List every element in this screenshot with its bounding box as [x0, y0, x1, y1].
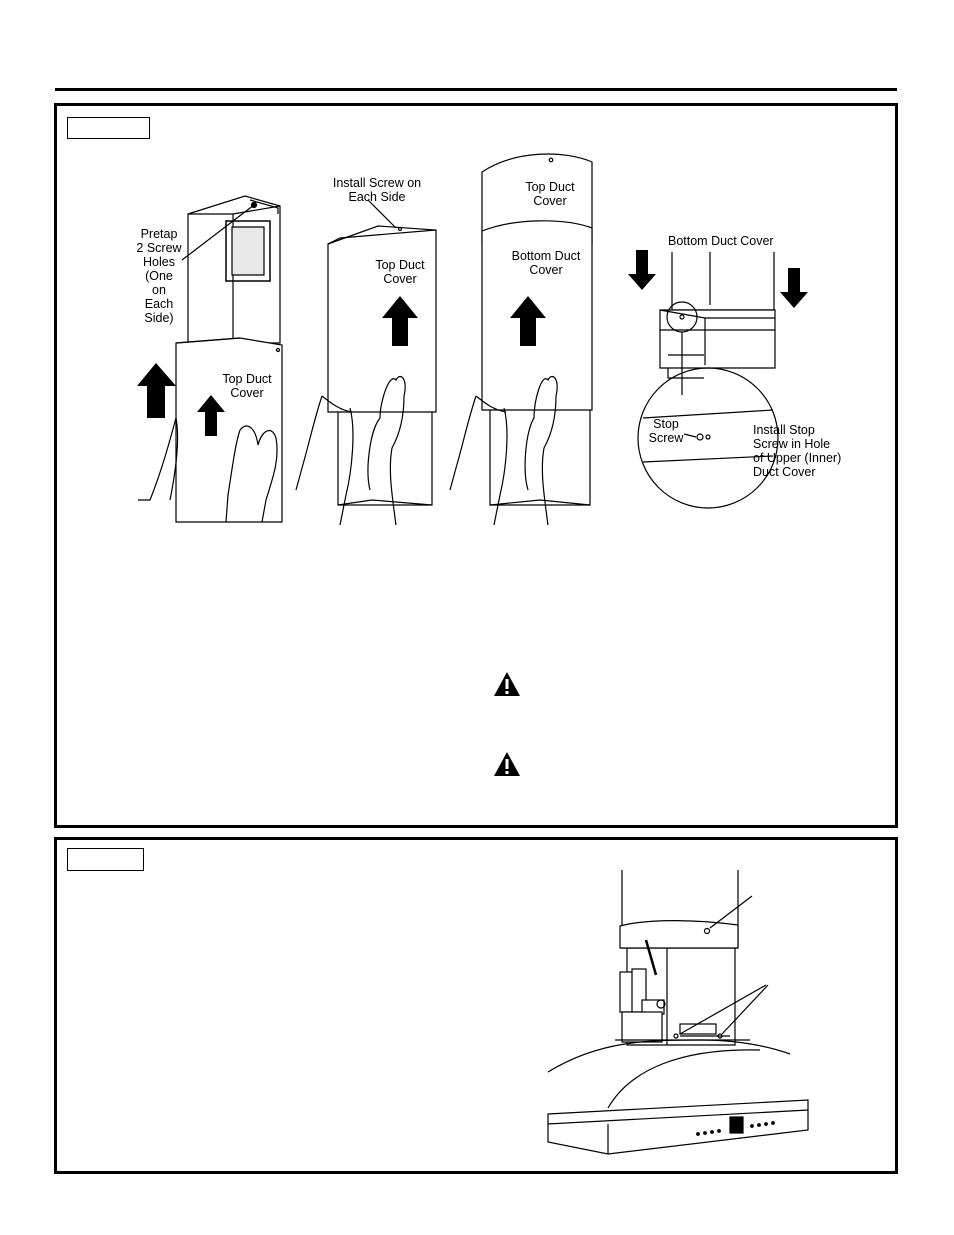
label-line: Cover [529, 263, 563, 277]
figure-install-screw [296, 200, 436, 525]
label-fig2-top-duct-cover [372, 258, 428, 286]
label-line: of Upper (Inner) [753, 451, 842, 465]
label-line: Top Duct [525, 180, 575, 194]
label-line: Side) [144, 311, 174, 325]
label-line: (One [145, 269, 173, 283]
step-panel-hood [54, 837, 898, 1174]
label-line: Pretap [140, 227, 178, 241]
label-stop-screw [644, 417, 688, 445]
warning-triangle-icon [493, 751, 521, 777]
label-line: Each Side [348, 190, 406, 204]
label-line: Stop [653, 417, 679, 431]
label-fig1-top-duct-cover [220, 372, 274, 400]
label-line: on [152, 283, 166, 297]
label-pretap-screw-holes [134, 227, 184, 325]
label-install-screw [328, 176, 426, 204]
arrow-down-icon [628, 250, 656, 290]
label-line: Each [144, 297, 174, 311]
label-line: Holes [143, 255, 175, 269]
label-line: Top Duct [222, 372, 272, 386]
arrow-down-icon [780, 268, 808, 308]
label-fig3-top-duct-cover [522, 180, 578, 208]
warning-triangle-icon [493, 671, 521, 697]
step-label-box [67, 848, 144, 871]
label-line: Cover [533, 194, 567, 208]
label-install-stop-screw [753, 423, 841, 479]
label-line: Screw in Hole [753, 437, 831, 451]
label-line: Install Stop [753, 423, 815, 437]
label-line: Screw [648, 431, 684, 445]
label-line: Duct Cover [753, 465, 816, 479]
label-line: Top Duct [375, 258, 425, 272]
label-line: 2 Screw [136, 241, 182, 255]
label-line: Bottom Duct [511, 249, 581, 263]
label-line: Cover [230, 386, 264, 400]
label-line: Cover [383, 272, 417, 286]
label-fig3-bottom-duct-cover [510, 249, 582, 277]
label-fig4-bottom-duct-cover: Bottom Duct Cover [668, 234, 774, 248]
label-line: Install Screw on [332, 176, 422, 190]
arrow-up-icon [137, 363, 176, 418]
